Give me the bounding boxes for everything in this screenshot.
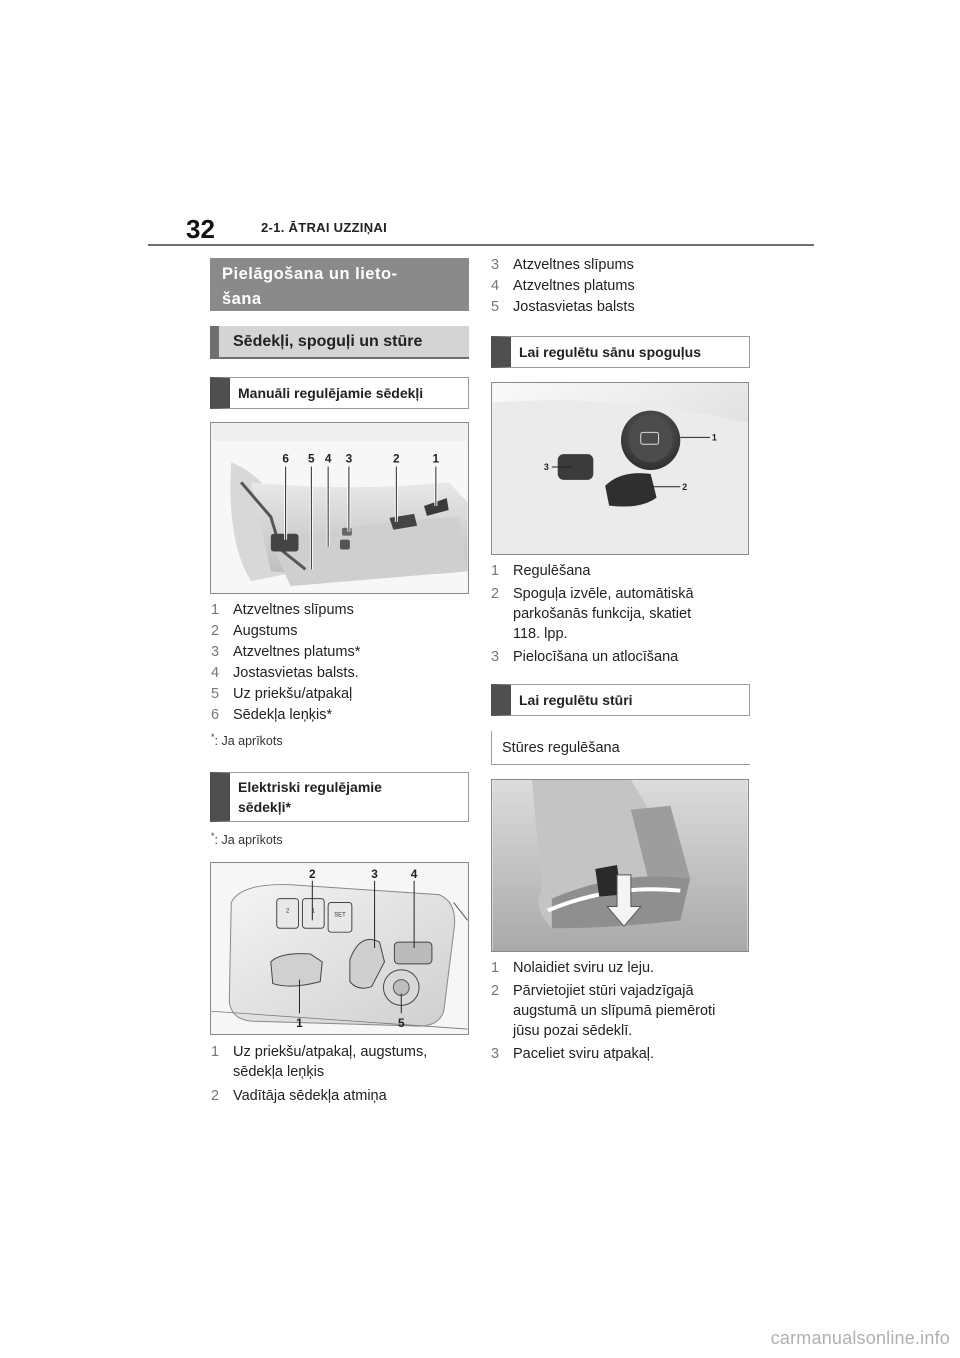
electric-seat-callout-3: 3 [371,866,378,881]
memory-button-1-label: 1 [311,908,315,915]
page-number: 32 [186,214,215,244]
mirrors-heading [491,336,750,368]
watermark-text: carmanualsonline.info [770,1328,950,1348]
section-title-line-2: šana [222,290,262,308]
list-item: 2 Pārvietojiet stūri vajadzīgajā augstumā un slīpumā piemēroti jūsu pozai sēdeklī. [491,983,716,1039]
mirror-callout-2: 2 [682,481,688,492]
list-item: 4 Jostasvietas balsts. [211,665,359,681]
manual-seat-illustration [211,423,468,593]
electric-seat-callout-1: 1 [296,1016,303,1031]
section-title-line-1: Pielāgošana un lieto- [222,265,398,283]
list-item: 2 Augstums [211,623,298,639]
electric-seats-heading-line-2: sēdekļi* [238,799,291,815]
electric-seat-figure [210,862,469,1035]
steering-subheading [491,731,750,765]
mirror-callout-3: 3 [543,461,549,472]
list-item: 1 Regulēšana [491,563,591,579]
list-item: 3 Pielocīšana un atlocīšana [491,649,679,665]
list-item: 4 Atzveltnes platums [491,278,635,294]
manual-seat-callout-4: 4 [324,451,332,466]
steering-heading-text: Lai regulētu stūri [519,692,633,708]
mirrors-heading-text: Lai regulētu sānu spoguļus [519,344,702,360]
list-item: 1 Uz priekšu/atpakaļ, augstums, sēdekļa leņķis [211,1044,428,1080]
steering-illustration [492,780,748,951]
footnote-electric: *: Ja aprīkots [211,831,283,848]
manual-seat-callout-1: 1 [432,451,440,466]
memory-button-2-label: 2 [285,908,290,915]
list-item: 5 Uz priekšu/atpakaļ [211,686,353,702]
continued-electric-list [491,255,751,318]
list-item: 2 Spoguļa izvēle, automātiskā parkošanās funkcija, skatiet 118. lpp. [491,586,694,642]
list-item: 6 Sēdekļa leņķis* [211,707,333,723]
steering-subheading-text: Stūres regulēšana [502,739,620,756]
steering-list [491,958,751,1065]
electric-seats-heading-line-1: Elektriski regulējamie [238,779,382,795]
list-item: 1 Nolaidiet sviru uz leju. [491,960,655,976]
manual-seat-callout-3: 3 [345,451,353,466]
mirror-callout-1: 1 [711,432,717,443]
electric-seat-illustration [211,863,468,1034]
manual-seats-heading [210,377,469,409]
manual-seat-callout-2: 2 [393,451,400,466]
subsection-title [210,326,469,359]
manual-seat-callout-5: 5 [308,451,315,466]
electric-seats-heading [210,772,469,822]
mirror-control-figure [491,382,749,555]
manual-seat-list [211,600,471,726]
manual-seats-heading-text: Manuāli regulējamie sēdekļi [238,385,424,401]
chapter-title: 2-1. ĀTRAI UZZIŅAI [261,220,388,235]
list-item: 3 Paceliet sviru atpakaļ. [491,1046,655,1062]
electric-seat-callout-5: 5 [397,1016,405,1031]
list-item: 5 Jostasvietas balsts [491,299,635,315]
section-title [210,258,469,311]
list-item: 3 Atzveltnes slīpums [491,257,634,273]
manual-seat-figure [210,422,469,594]
footnote-manual: *: Ja aprīkots [211,732,283,749]
list-item: 2 Vadītāja sēdekļa atmiņa [211,1088,387,1104]
electric-seat-callout-2: 2 [309,866,316,881]
memory-set-label: SET [334,912,346,919]
subsection-title-text: Sēdekļi, spoguļi un stūre [233,332,423,350]
list-item: 3 Atzveltnes platums* [211,644,361,660]
electric-seat-list [211,1042,471,1107]
header-rule [148,244,814,246]
mirror-list [491,561,751,668]
steering-figure [491,779,749,952]
electric-seat-callout-4: 4 [410,866,418,881]
steering-heading [491,684,750,716]
manual-seat-callout-6: 6 [282,451,289,466]
mirror-control-illustration [492,383,748,554]
list-item: 1 Atzveltnes slīpums [211,602,354,618]
